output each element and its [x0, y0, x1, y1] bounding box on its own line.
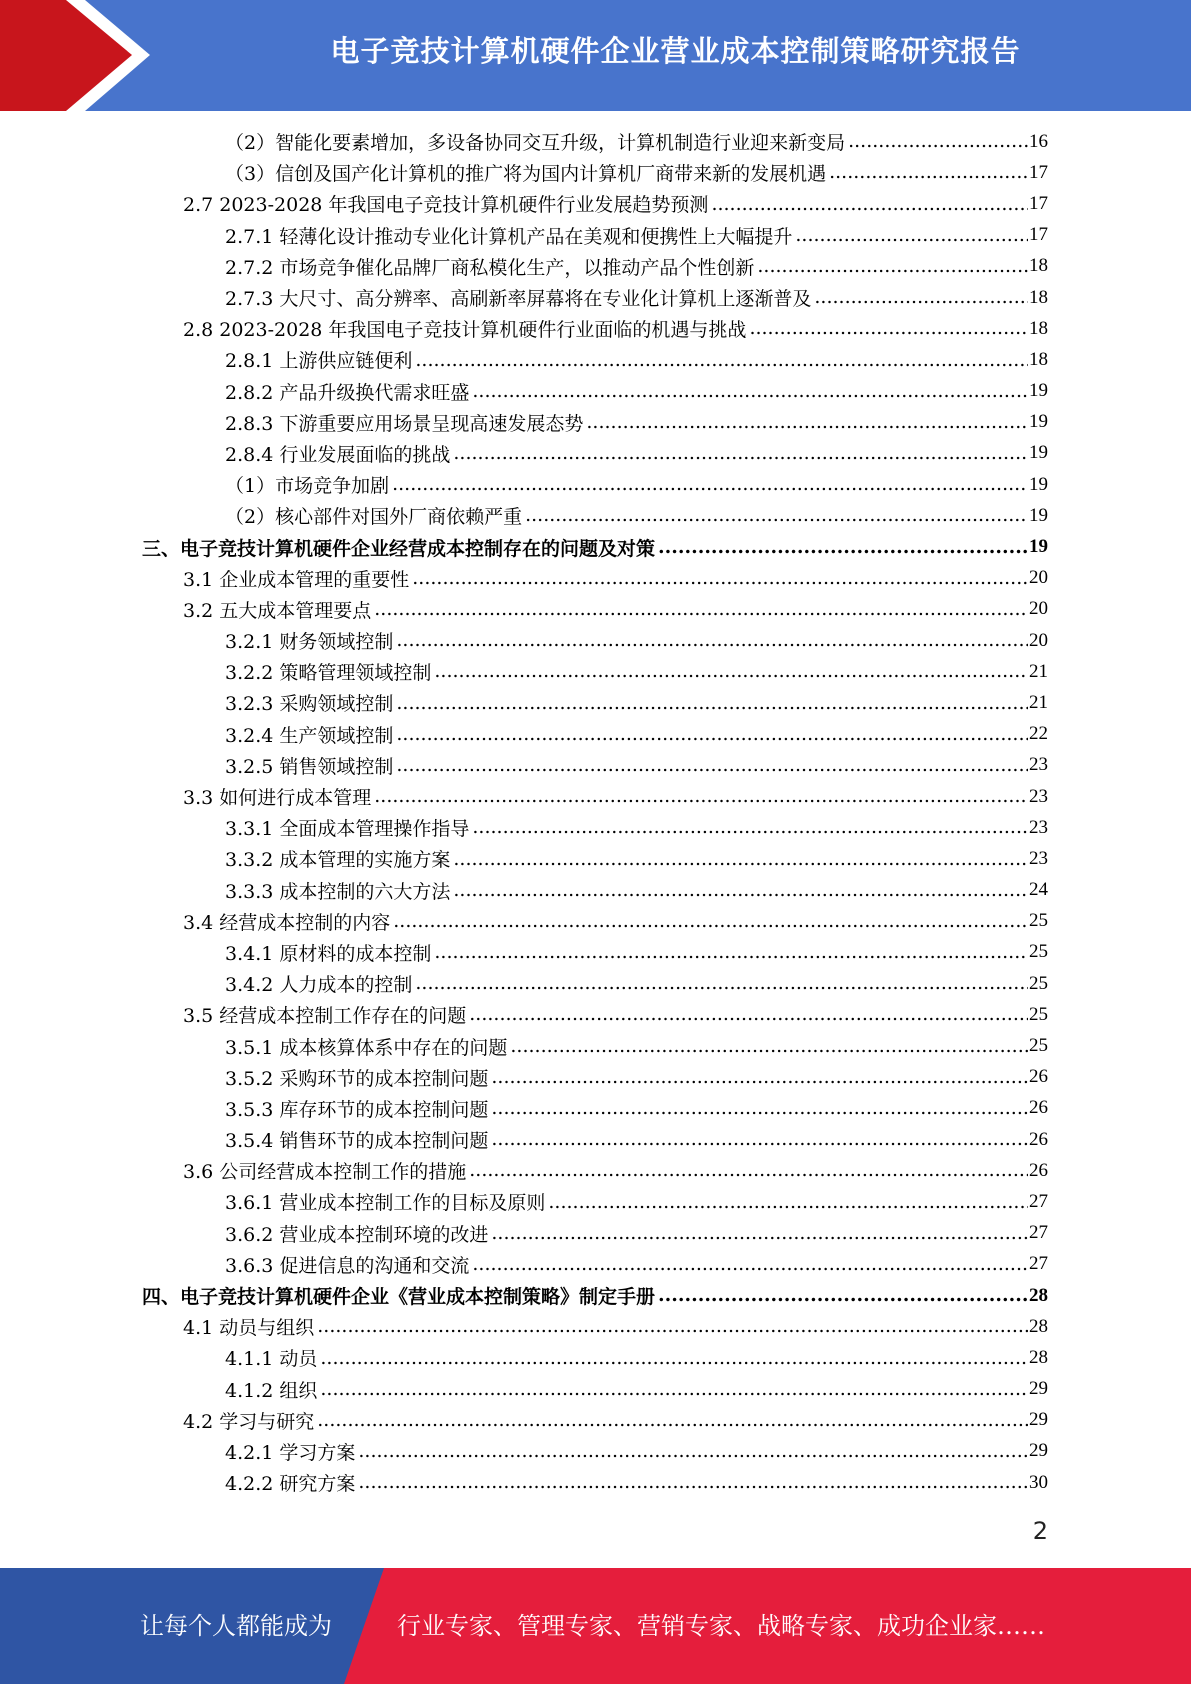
toc-dot-leader	[658, 1286, 1028, 1305]
toc-entry-page: 28	[1029, 1315, 1048, 1337]
toc-dot-leader	[434, 943, 1028, 962]
toc-entry-page: 21	[1029, 691, 1048, 713]
toc-dot-leader	[749, 319, 1028, 338]
toc-entry-label: 3.2.3 采购领域控制	[225, 693, 394, 716]
toc-dot-leader	[491, 1130, 1028, 1149]
toc-entry[interactable]	[0, 594, 1191, 625]
toc-entry-label: 3.3 如何进行成本管理	[183, 787, 372, 810]
toc-dot-leader	[548, 1193, 1028, 1212]
toc-entry-page: 17	[1029, 192, 1048, 214]
footer-slogan-left: 让每个人都能成为	[140, 1612, 332, 1640]
toc-entry-label: 2.7.3 大尺寸、高分辨率、高刷新率屏幕将在专业化计算机上逐渐普及	[225, 288, 812, 311]
toc-dot-leader	[412, 569, 1028, 588]
toc-entry-page: 19	[1029, 411, 1048, 433]
toc-entry-page: 21	[1029, 660, 1048, 682]
toc-entry-label: 3.2.2 策略管理领域控制	[225, 662, 432, 685]
footer-slogan-right: 行业专家、管理专家、营销专家、战略专家、成功企业家……	[397, 1612, 1045, 1640]
toc-entry-label: 2.8.3 下游重要应用场景呈现高速发展态势	[225, 412, 584, 435]
toc-entry-page: 17	[1029, 224, 1048, 246]
toc-entry-label: 3.5.3 库存环节的成本控制问题	[225, 1098, 489, 1121]
toc-entry-page: 18	[1029, 317, 1048, 339]
toc-entry-page: 27	[1029, 1222, 1048, 1244]
toc-dot-leader	[415, 974, 1028, 993]
toc-entry-label: 3.6.1 营业成本控制工作的目标及原则	[225, 1192, 546, 1215]
toc-entry-page: 23	[1029, 816, 1048, 838]
toc-entry-label: 2.7.1 轻薄化设计推动专业化计算机产品在美观和便携性上大幅提升	[225, 225, 793, 248]
toc-entry[interactable]	[0, 719, 1191, 750]
toc-entry[interactable]	[0, 843, 1191, 874]
toc-dot-leader	[320, 1380, 1028, 1399]
toc-entry-label: 3.2.1 财务领域控制	[225, 631, 394, 654]
toc-chapter-entry[interactable]	[0, 531, 1191, 562]
toc-entry[interactable]	[0, 1467, 1191, 1498]
toc-dot-leader	[453, 850, 1028, 869]
toc-entry[interactable]	[0, 563, 1191, 594]
toc-dot-leader	[711, 195, 1028, 214]
toc-entry[interactable]	[0, 251, 1191, 282]
toc-entry[interactable]	[0, 656, 1191, 687]
toc-dot-leader	[469, 1161, 1028, 1180]
toc-entry-page: 29	[1029, 1378, 1048, 1400]
toc-entry[interactable]	[0, 812, 1191, 843]
toc-entry-label: 2.8 2023-2028 年我国电子竞技计算机硬件行业面临的机遇与挑战	[183, 319, 747, 342]
toc-entry[interactable]	[0, 937, 1191, 968]
toc-entry-label: （2）智能化要素增加，多设备协同交互升级，计算机制造行业迎来新变局	[225, 132, 846, 155]
toc-entry-page: 23	[1029, 754, 1048, 776]
toc-entry-page: 27	[1029, 1190, 1048, 1212]
toc-entry-label: （3）信创及国产化计算机的推广将为国内计算机厂商带来新的发展机遇	[225, 163, 827, 186]
toc-dot-leader	[510, 1037, 1028, 1056]
toc-entry-page: 26	[1029, 1159, 1048, 1181]
toc-entry[interactable]	[0, 500, 1191, 531]
toc-entry-label: 3.3.1 全面成本管理操作指导	[225, 818, 470, 841]
toc-entry-page: 23	[1029, 785, 1048, 807]
toc-dot-leader	[434, 662, 1028, 681]
toc-dot-leader	[829, 163, 1028, 182]
toc-entry[interactable]	[0, 126, 1191, 157]
toc-entry-label: 3.4 经营成本控制的内容	[183, 911, 391, 934]
toc-entry[interactable]	[0, 407, 1191, 438]
toc-entry[interactable]	[0, 1342, 1191, 1373]
toc-entry[interactable]	[0, 625, 1191, 656]
toc-entry-label: 4.1.2 组织	[225, 1379, 318, 1402]
toc-entry-page: 28	[1029, 1284, 1048, 1306]
toc-entry-label: 4.1 动员与组织	[183, 1317, 315, 1340]
toc-entry-label: 3.3.2 成本管理的实施方案	[225, 849, 451, 872]
toc-entry-page: 26	[1029, 1097, 1048, 1119]
toc-dot-leader	[586, 413, 1028, 432]
toc-entry-page: 18	[1029, 255, 1048, 277]
toc-entry[interactable]	[0, 313, 1191, 344]
toc-entry-page: 25	[1029, 1003, 1048, 1025]
toc-dot-leader	[525, 506, 1028, 525]
toc-dot-leader	[374, 600, 1028, 619]
toc-entry-label: 四、电子竞技计算机硬件企业《营业成本控制策略》制定手册	[142, 1286, 656, 1309]
toc-entry-page: 29	[1029, 1440, 1048, 1462]
toc-entry-label: 3.2.5 销售领域控制	[225, 755, 394, 778]
toc-entry-label: 3.5.2 采购环节的成本控制问题	[225, 1067, 489, 1090]
toc-entry-page: 18	[1029, 348, 1048, 370]
toc-dot-leader	[317, 1317, 1028, 1336]
toc-entry-page: 20	[1029, 598, 1048, 620]
report-title: 电子竞技计算机硬件企业营业成本控制策略研究报告	[330, 34, 1021, 68]
toc-dot-leader	[795, 226, 1028, 245]
toc-entry-page: 22	[1029, 723, 1048, 745]
toc-entry-label: （1）市场竞争加剧	[225, 475, 390, 498]
toc-entry-label: 3.1 企业成本管理的重要性	[183, 568, 410, 591]
toc-entry-label: 3.3.3 成本控制的六大方法	[225, 880, 451, 903]
toc-dot-leader	[374, 787, 1028, 806]
toc-dot-leader	[491, 1068, 1028, 1087]
toc-entry[interactable]	[0, 1030, 1191, 1061]
toc-dot-leader	[469, 1005, 1028, 1024]
toc-dot-leader	[393, 912, 1028, 931]
toc-chapter-entry[interactable]	[0, 1280, 1191, 1311]
toc-entry[interactable]	[0, 344, 1191, 375]
toc-entry-label: 3.6.3 促进信息的沟通和交流	[225, 1254, 470, 1277]
toc-dot-leader	[472, 382, 1028, 401]
toc-entry[interactable]	[0, 1374, 1191, 1405]
page-header	[0, 0, 1191, 111]
toc-dot-leader	[317, 1411, 1028, 1430]
toc-entry-page: 25	[1029, 910, 1048, 932]
toc-dot-leader	[848, 132, 1028, 151]
toc-entry[interactable]	[0, 1155, 1191, 1186]
toc-entry-label: 3.4.2 人力成本的控制	[225, 974, 413, 997]
toc-entry[interactable]	[0, 1186, 1191, 1217]
toc-entry-label: 3.2 五大成本管理要点	[183, 599, 372, 622]
toc-entry-page: 19	[1029, 536, 1048, 558]
toc-entry-label: 2.8.2 产品升级换代需求旺盛	[225, 381, 470, 404]
toc-entry[interactable]	[0, 1124, 1191, 1155]
toc-entry[interactable]	[0, 906, 1191, 937]
toc-dot-leader	[320, 1349, 1028, 1368]
toc-entry-label: 4.2 学习与研究	[183, 1410, 315, 1433]
toc-entry[interactable]	[0, 1218, 1191, 1249]
toc-entry-page: 27	[1029, 1253, 1048, 1275]
page-number: 2	[1032, 1517, 1048, 1545]
toc-entry[interactable]	[0, 999, 1191, 1030]
toc-entry-page: 18	[1029, 286, 1048, 308]
toc-entry-label: 3.4.1 原材料的成本控制	[225, 942, 432, 965]
toc-entry-page: 30	[1029, 1471, 1048, 1493]
toc-entry-page: 25	[1029, 972, 1048, 994]
toc-entry-label: 4.2.1 学习方案	[225, 1441, 356, 1464]
toc-entry-label: （2）核心部件对国外厂商依赖严重	[225, 506, 523, 529]
toc-entry-page: 29	[1029, 1409, 1048, 1431]
toc-entry-label: 3.5 经营成本控制工作存在的问题	[183, 1005, 467, 1028]
toc-entry-page: 28	[1029, 1346, 1048, 1368]
toc-entry[interactable]	[0, 376, 1191, 407]
toc-dot-leader	[358, 1473, 1028, 1492]
toc-entry[interactable]	[0, 781, 1191, 812]
toc-entry-page: 26	[1029, 1128, 1048, 1150]
toc-entry[interactable]	[0, 875, 1191, 906]
toc-entry-label: 4.2.2 研究方案	[225, 1473, 356, 1496]
table-of-contents	[0, 126, 1191, 1498]
toc-dot-leader	[453, 444, 1028, 463]
toc-entry-label: 三、电子竞技计算机硬件企业经营成本控制存在的问题及对策	[142, 537, 656, 560]
toc-dot-leader	[453, 881, 1028, 900]
toc-entry-label: 4.1.1 动员	[225, 1348, 318, 1371]
toc-entry-label: 2.7 2023-2028 年我国电子竞技计算机硬件行业发展趋势预测	[183, 194, 709, 217]
toc-entry-label: 2.8.4 行业发展面临的挑战	[225, 443, 451, 466]
toc-entry[interactable]	[0, 220, 1191, 251]
toc-dot-leader	[396, 725, 1028, 744]
toc-dot-leader	[415, 351, 1028, 370]
toc-entry-label: 3.5.4 销售环节的成本控制问题	[225, 1130, 489, 1153]
toc-entry[interactable]	[0, 1311, 1191, 1342]
toc-entry-page: 19	[1029, 473, 1048, 495]
toc-entry[interactable]	[0, 1249, 1191, 1280]
toc-entry[interactable]	[0, 188, 1191, 219]
toc-entry-page: 23	[1029, 847, 1048, 869]
toc-entry[interactable]	[0, 1093, 1191, 1124]
toc-entry-page: 24	[1029, 879, 1048, 901]
toc-entry[interactable]	[0, 687, 1191, 718]
toc-entry-page: 25	[1029, 941, 1048, 963]
toc-dot-leader	[358, 1442, 1028, 1461]
toc-dot-leader	[396, 694, 1028, 713]
toc-entry-label: 3.2.4 生产领域控制	[225, 724, 394, 747]
toc-entry[interactable]	[0, 157, 1191, 188]
toc-dot-leader	[392, 475, 1028, 494]
toc-entry[interactable]	[0, 1405, 1191, 1436]
toc-entry-page: 16	[1029, 130, 1048, 152]
toc-entry-label: 2.8.1 上游供应链便利	[225, 350, 413, 373]
toc-entry-page: 25	[1029, 1035, 1048, 1057]
toc-entry-page: 20	[1029, 567, 1048, 589]
toc-entry-page: 19	[1029, 504, 1048, 526]
toc-entry-label: 2.7.2 市场竞争催化品牌厂商私模化生产，以推动产品个性创新	[225, 256, 755, 279]
toc-entry-page: 26	[1029, 1066, 1048, 1088]
page-footer	[0, 1568, 1191, 1684]
toc-dot-leader	[491, 1224, 1028, 1243]
toc-dot-leader	[814, 288, 1028, 307]
toc-entry-label: 3.6.2 营业成本控制环境的改进	[225, 1223, 489, 1246]
toc-entry[interactable]	[0, 1062, 1191, 1093]
toc-entry[interactable]	[0, 438, 1191, 469]
toc-entry[interactable]	[0, 750, 1191, 781]
toc-entry-page: 17	[1029, 161, 1048, 183]
toc-dot-leader	[396, 631, 1028, 650]
toc-entry[interactable]	[0, 1436, 1191, 1467]
toc-entry[interactable]	[0, 968, 1191, 999]
toc-entry[interactable]	[0, 469, 1191, 500]
toc-entry-label: 3.6 公司经营成本控制工作的措施	[183, 1161, 467, 1184]
toc-entry-label: 3.5.1 成本核算体系中存在的问题	[225, 1036, 508, 1059]
toc-dot-leader	[472, 1255, 1028, 1274]
toc-entry[interactable]	[0, 282, 1191, 313]
toc-dot-leader	[396, 756, 1028, 775]
toc-dot-leader	[757, 257, 1028, 276]
toc-entry-page: 20	[1029, 629, 1048, 651]
toc-dot-leader	[472, 818, 1028, 837]
toc-dot-leader	[658, 538, 1028, 557]
toc-entry-page: 19	[1029, 380, 1048, 402]
toc-dot-leader	[491, 1099, 1028, 1118]
toc-entry-page: 19	[1029, 442, 1048, 464]
